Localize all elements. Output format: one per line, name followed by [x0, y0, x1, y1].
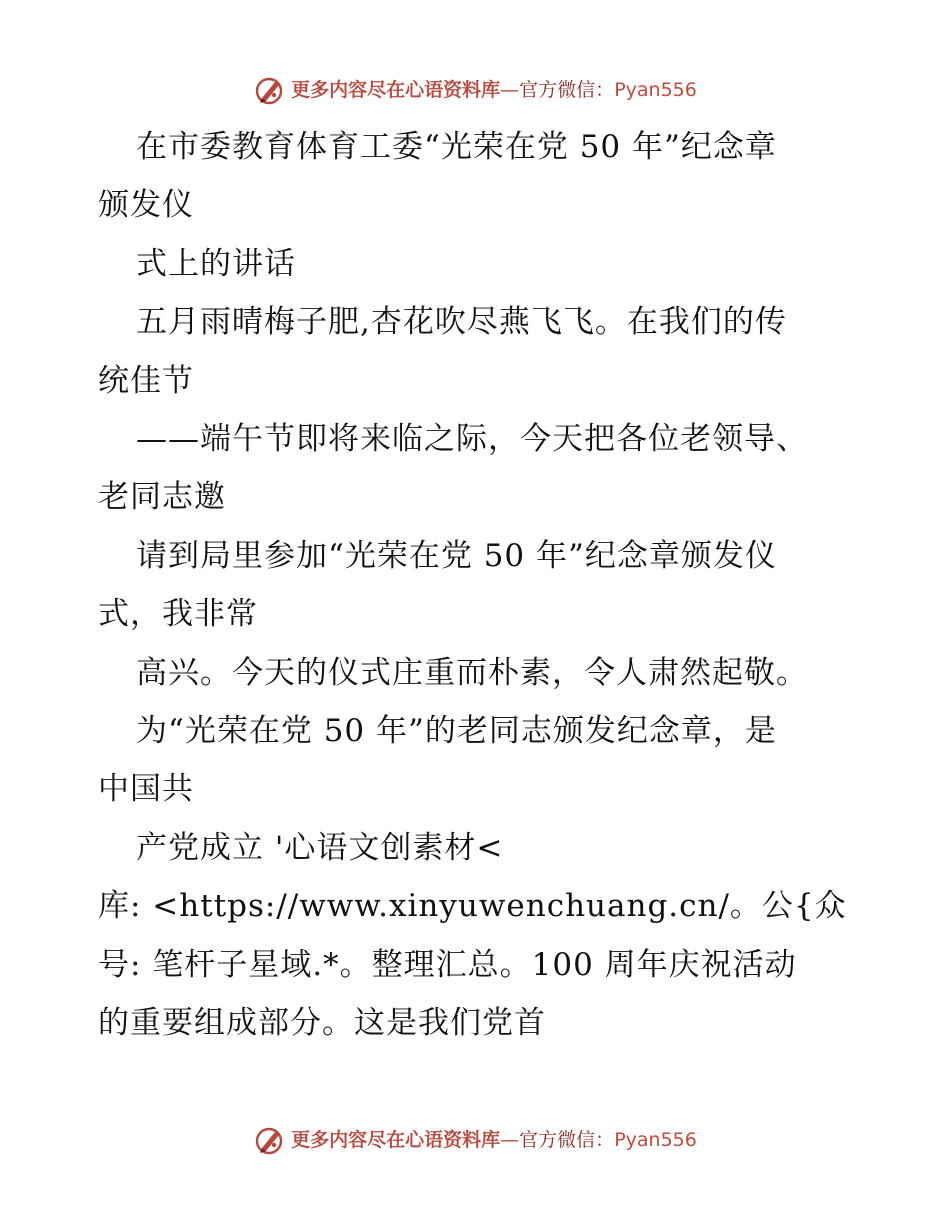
watermark-id: Pyan556 — [614, 78, 697, 101]
body-text-line: 统佳节 — [98, 362, 194, 399]
body-text-line: 老同志邀 — [98, 479, 226, 516]
watermark-main-text: 更多内容尽在心语资料库 — [291, 78, 501, 101]
body-text-line: 产党成立 '心语文创素材< — [136, 829, 504, 866]
body-text-line: 请到局里参加“光荣在党 50 年”纪念章颁发仪 — [136, 537, 777, 574]
body-text-line: 颁发仪 — [98, 187, 194, 224]
body-text-line: 的重要组成部分。这是我们党首 — [98, 1005, 546, 1041]
footer-watermark — [0, 1120, 950, 1160]
body-text-line: 中国共 — [98, 771, 194, 808]
body-text-line: 库: <https://www.xinyuwenchuang.cn/。公{众 — [98, 888, 847, 925]
header-watermark — [0, 70, 950, 110]
body-text-line: 高兴。今天的仪式庄重而朴素，令人肃然起敬。 — [136, 654, 808, 691]
body-text-line: 式上的讲话 — [136, 245, 296, 282]
watermark-dash: — — [500, 78, 520, 101]
pen-seal-logo-icon — [253, 74, 285, 106]
body-text-line: 为“光荣在党 50 年”的老同志颁发纪念章，是 — [136, 713, 777, 749]
body-text-line: 在市委教育体育工委“光荣在党 50 年”纪念章 — [136, 129, 777, 165]
pen-seal-logo-icon — [253, 1124, 285, 1156]
watermark-id: Pyan556 — [614, 1128, 697, 1151]
body-text-line: 号: 笔杆子星域.*。整理汇总。100 周年庆祝活动 — [98, 946, 797, 983]
watermark-dash: — — [500, 1128, 520, 1151]
watermark-label: 官方微信： — [519, 1128, 615, 1151]
body-text-line: 五月雨晴梅子肥,杏花吹尽燕飞飞。在我们的传 — [136, 304, 787, 341]
watermark-main-text: 更多内容尽在心语资料库 — [291, 1128, 501, 1151]
body-text-line: ——端午节即将来临之际，今天把各位老领导、 — [136, 421, 808, 457]
body-text-line: 式，我非常 — [98, 596, 258, 633]
watermark-label: 官方微信： — [519, 78, 615, 101]
